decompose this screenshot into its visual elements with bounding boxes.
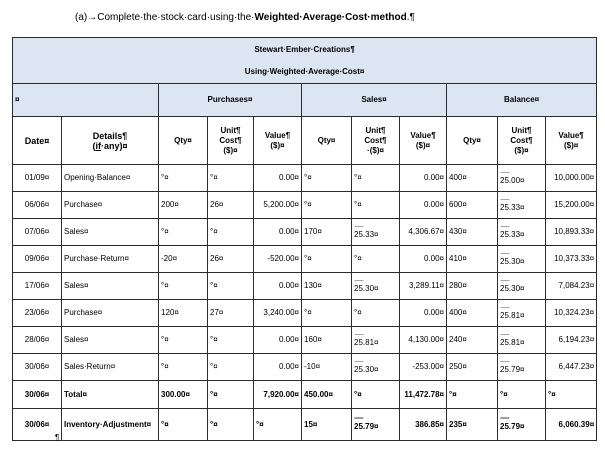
part-label: (a) <box>75 12 88 23</box>
sales-qty-cell: 450.00¤ <box>302 381 352 409</box>
sales-unit-cost-header <box>352 117 400 165</box>
balance-value-cell: 10,373.33¤ <box>546 246 597 273</box>
sales-qty-cell: °¤ <box>302 300 352 327</box>
unit-cost-value: 25.00¤ <box>500 175 525 185</box>
purchases-value-cell: 0.00¤ <box>254 327 302 354</box>
details-paren: ( <box>92 140 96 151</box>
currency-label: ($)¤ <box>223 145 238 155</box>
sales-unit-cost-cell: °¤ <box>352 381 400 409</box>
unit-label: Unit¶ <box>365 125 386 135</box>
details-if: if <box>95 140 101 151</box>
unit-cost-value: 25.81¤ <box>500 337 525 347</box>
transaction-row <box>13 300 597 327</box>
exercise-heading <box>75 12 415 24</box>
currency-label: ($)¤ <box>270 140 285 150</box>
balance-qty-cell: 600¤ <box>447 192 498 219</box>
transaction-row <box>13 354 597 381</box>
dotted-placeholder: ········· <box>500 358 509 365</box>
company-name: Stewart·Ember·Creations¶ <box>254 44 355 54</box>
balance-value-header <box>546 117 597 165</box>
sales-qty-cell: -10¤ <box>302 354 352 381</box>
unit-cost-value: 25.30¤ <box>500 283 525 293</box>
cost-label: Cost¶ <box>510 135 533 145</box>
purchases-value-cell: 0.00¤ <box>254 165 302 192</box>
details-cell: Purchase¤ <box>62 192 159 219</box>
balance-unit-cost-cell <box>498 354 546 381</box>
purchases-value-cell: -520.00¤ <box>254 246 302 273</box>
balance-qty-cell: 235¤ <box>447 409 498 441</box>
purchases-qty-cell: 120¤ <box>159 300 208 327</box>
heading-end: .¶ <box>406 12 415 23</box>
dotted-placeholder: ········· <box>354 223 363 230</box>
details-header <box>62 117 159 165</box>
sales-unit-cost-cell <box>352 273 400 300</box>
sales-value-cell: 0.00¤ <box>400 192 447 219</box>
unit-cost-value: 25.30¤ <box>354 283 379 293</box>
details-header-line2 <box>64 141 156 151</box>
sales-qty-cell: 130¤ <box>302 273 352 300</box>
sales-value-cell: -253.00¤ <box>400 354 447 381</box>
details-cell: Total¤ <box>62 381 159 409</box>
sales-qty-cell: °¤ <box>302 165 352 192</box>
date-cell: 01/09¤ <box>13 165 62 192</box>
unit-cost-value: 25.81¤ <box>354 337 379 347</box>
currency-label: ·($)¤ <box>367 145 384 155</box>
balance-unit-cost-cell <box>498 219 546 246</box>
purchases-value-cell: 5,200.00¤ <box>254 192 302 219</box>
sales-value-cell: 4,130.00¤ <box>400 327 447 354</box>
date-cell: 30/06¤ <box>13 354 62 381</box>
balance-value-cell: 7,084.23¤ <box>546 273 597 300</box>
sales-value-cell: 4,306.67¤ <box>400 219 447 246</box>
sales-qty-cell: 170¤ <box>302 219 352 246</box>
dotted-placeholder: ········· <box>354 416 363 422</box>
purchases-qty-cell: -20¤ <box>159 246 208 273</box>
date-cell: 17/06¤ <box>13 273 62 300</box>
purchases-value-cell: 0.00¤ <box>254 219 302 246</box>
balance-qty-cell: 280¤ <box>447 273 498 300</box>
balance-unit-cost-cell <box>498 273 546 300</box>
balance-qty-cell: 400¤ <box>447 165 498 192</box>
sales-unit-cost-cell: °¤ <box>352 192 400 219</box>
column-header-row <box>13 117 597 165</box>
sales-qty-cell: 160¤ <box>302 327 352 354</box>
balance-unit-cost-cell <box>498 327 546 354</box>
dotted-placeholder: ········· <box>354 358 363 365</box>
purchases-qty-cell: °¤ <box>159 219 208 246</box>
sales-value-header <box>400 117 447 165</box>
balance-qty-cell: 240¤ <box>447 327 498 354</box>
sales-value-cell: 0.00¤ <box>400 165 447 192</box>
unit-cost-value: 25.33¤ <box>500 229 525 239</box>
sales-unit-cost-cell: °¤ <box>352 300 400 327</box>
balance-header: Balance¤ <box>447 84 597 117</box>
details-cell: Opening·Balance¤ <box>62 165 159 192</box>
purchases-qty-cell: °¤ <box>159 409 208 441</box>
purchases-qty-header: Qty¤ <box>159 117 208 165</box>
sales-value-cell: 0.00¤ <box>400 246 447 273</box>
details-cell: Sales¤ <box>62 273 159 300</box>
unit-cost-value: 25.30¤ <box>500 256 525 266</box>
dotted-placeholder: ········· <box>354 277 363 284</box>
balance-qty-header: Qty¤ <box>447 117 498 165</box>
heading-text: Complete·the·stock·card·using·the· <box>97 12 255 23</box>
purchases-unit-cost-cell: °¤ <box>208 273 254 300</box>
purchases-qty-cell: °¤ <box>159 165 208 192</box>
balance-unit-cost-cell <box>498 192 546 219</box>
balance-value-cell: 6,060.39¤ <box>546 409 597 441</box>
sales-qty-cell: °¤ <box>302 246 352 273</box>
transaction-row <box>13 165 597 192</box>
purchases-qty-cell: °¤ <box>159 327 208 354</box>
dotted-placeholder: ········· <box>500 169 509 176</box>
dotted-placeholder: ········· <box>500 277 509 284</box>
dotted-placeholder: ········· <box>500 196 509 203</box>
title-cell <box>13 38 597 84</box>
inventory-adjustment-row <box>13 409 597 441</box>
purchases-unit-cost-header <box>208 117 254 165</box>
unit-label: Unit¶ <box>220 125 241 135</box>
balance-qty-cell: 410¤ <box>447 246 498 273</box>
details-cell: Sales·Return¤ <box>62 354 159 381</box>
purchases-unit-cost-cell: °¤ <box>208 409 254 441</box>
paragraph-mark: ¶ <box>55 433 60 442</box>
purchases-unit-cost-cell: 26¤ <box>208 192 254 219</box>
corner-cell: ¤ <box>13 84 159 117</box>
date-cell: 09/06¤ <box>13 246 62 273</box>
dotted-placeholder: ········· <box>500 304 509 311</box>
date-cell: 30/06¤ <box>13 409 62 441</box>
purchases-unit-cost-cell: °¤ <box>208 354 254 381</box>
details-cell: Sales¤ <box>62 219 159 246</box>
purchases-value-cell: 0.00¤ <box>254 354 302 381</box>
sales-unit-cost-cell: °¤ <box>352 165 400 192</box>
balance-value-cell: 6,194.23¤ <box>546 327 597 354</box>
unit-cost-value: 25.79¤ <box>500 422 525 431</box>
balance-unit-cost-cell: °¤ <box>498 381 546 409</box>
details-cell: Purchase·Return¤ <box>62 246 159 273</box>
value-label: Value¶ <box>558 130 584 140</box>
purchases-header: Purchases¤ <box>159 84 302 117</box>
dotted-placeholder: ········· <box>354 331 363 338</box>
value-label: Value¶ <box>410 130 436 140</box>
transaction-row <box>13 192 597 219</box>
sales-qty-header: Qty¤ <box>302 117 352 165</box>
sales-value-cell: 0.00¤ <box>400 300 447 327</box>
purchases-unit-cost-cell: °¤ <box>208 381 254 409</box>
stock-card-table <box>12 37 597 441</box>
purchases-unit-cost-cell: °¤ <box>208 219 254 246</box>
currency-label: ($)¤ <box>563 140 579 150</box>
tab-arrow-mark: → <box>87 12 98 23</box>
details-cell: Purchase¤ <box>62 300 159 327</box>
total-row <box>13 381 597 409</box>
balance-value-cell: 10,324.23¤ <box>546 300 597 327</box>
unit-cost-value: 25.30¤ <box>354 364 379 374</box>
details-header-line1: Details¶ <box>92 130 128 141</box>
purchases-unit-cost-cell: 26¤ <box>208 246 254 273</box>
balance-unit-cost-header <box>498 117 546 165</box>
date-cell: 30/06¤ <box>13 381 62 409</box>
cost-label: Cost¶ <box>364 135 387 145</box>
sales-header: Sales¤ <box>302 84 447 117</box>
purchases-value-cell: 0.00¤ <box>254 273 302 300</box>
date-cell: 07/06¤ <box>13 219 62 246</box>
balance-value-cell: °¤ <box>546 381 597 409</box>
purchases-value-cell: 7,920.00¤ <box>254 381 302 409</box>
unit-cost-value: 25.79¤ <box>500 364 525 374</box>
purchases-value-cell: 3,240.00¤ <box>254 300 302 327</box>
transaction-rows <box>13 165 597 441</box>
method-subtitle: Using·Weighted·Average·Cost¤ <box>244 66 365 76</box>
dotted-placeholder: ········· <box>500 223 509 230</box>
purchases-unit-cost-cell: 27¤ <box>208 300 254 327</box>
date-header: Date¤ <box>13 117 62 165</box>
balance-unit-cost-cell <box>498 300 546 327</box>
sales-unit-cost-cell: °¤ <box>352 246 400 273</box>
unit-cost-value: 25.33¤ <box>354 229 379 239</box>
date-cell: 23/06¤ <box>13 300 62 327</box>
details-cell: Inventory·Adjustment¤ <box>62 409 159 441</box>
sales-unit-cost-cell <box>352 354 400 381</box>
balance-value-cell: 10,893.33¤ <box>546 219 597 246</box>
balance-qty-cell: 250¤ <box>447 354 498 381</box>
unit-cost-value: 25.79¤ <box>354 422 379 431</box>
dotted-placeholder: ········· <box>500 331 509 338</box>
unit-label: Unit¶ <box>511 125 532 135</box>
transaction-row <box>13 327 597 354</box>
purchases-unit-cost-cell: °¤ <box>208 165 254 192</box>
purchases-unit-cost-cell: °¤ <box>208 327 254 354</box>
transaction-row <box>13 273 597 300</box>
date-cell: 06/06¤ <box>13 192 62 219</box>
value-label: Value¶ <box>264 130 291 140</box>
sales-qty-cell: °¤ <box>302 192 352 219</box>
dotted-placeholder: ········· <box>500 416 509 422</box>
details-cell: Sales¤ <box>62 327 159 354</box>
title-row <box>13 38 597 84</box>
sales-value-cell: 386.85¤ <box>400 409 447 441</box>
balance-value-cell: 6,447.23¤ <box>546 354 597 381</box>
sales-qty-cell: 15¤ <box>302 409 352 441</box>
purchases-qty-cell: °¤ <box>159 354 208 381</box>
sales-value-cell: 3,289.11¤ <box>400 273 447 300</box>
method-name: Weighted·Average·Cost·method <box>254 12 407 23</box>
sales-unit-cost-cell <box>352 219 400 246</box>
currency-label: ($)¤ <box>514 145 529 155</box>
sales-value-cell: 11,472.78¤ <box>400 381 447 409</box>
unit-cost-value: 25.81¤ <box>500 310 525 320</box>
purchases-value-cell: °¤ <box>254 409 302 441</box>
details-any: ·any)¤ <box>100 140 128 151</box>
balance-unit-cost-cell <box>498 165 546 192</box>
balance-qty-cell: 430¤ <box>447 219 498 246</box>
purchases-value-header <box>254 117 302 165</box>
date-cell: 28/06¤ <box>13 327 62 354</box>
group-header-row <box>13 84 597 117</box>
purchases-qty-cell: 200¤ <box>159 192 208 219</box>
unit-cost-value: 25.33¤ <box>500 202 525 212</box>
balance-value-cell: 15,200.00¤ <box>546 192 597 219</box>
currency-label: ($)¤ <box>415 140 431 150</box>
purchases-qty-cell: °¤ <box>159 273 208 300</box>
dotted-placeholder: ········· <box>500 250 509 257</box>
balance-value-cell: 10,000.00¤ <box>546 165 597 192</box>
sales-unit-cost-cell <box>352 327 400 354</box>
balance-qty-cell: 400¤ <box>447 300 498 327</box>
purchases-qty-cell: 300.00¤ <box>159 381 208 409</box>
balance-unit-cost-cell <box>498 409 546 441</box>
sales-unit-cost-cell <box>352 409 400 441</box>
balance-qty-cell: °¤ <box>447 381 498 409</box>
cost-label: Cost¶ <box>219 135 242 145</box>
transaction-row <box>13 219 597 246</box>
transaction-row <box>13 246 597 273</box>
balance-unit-cost-cell <box>498 246 546 273</box>
